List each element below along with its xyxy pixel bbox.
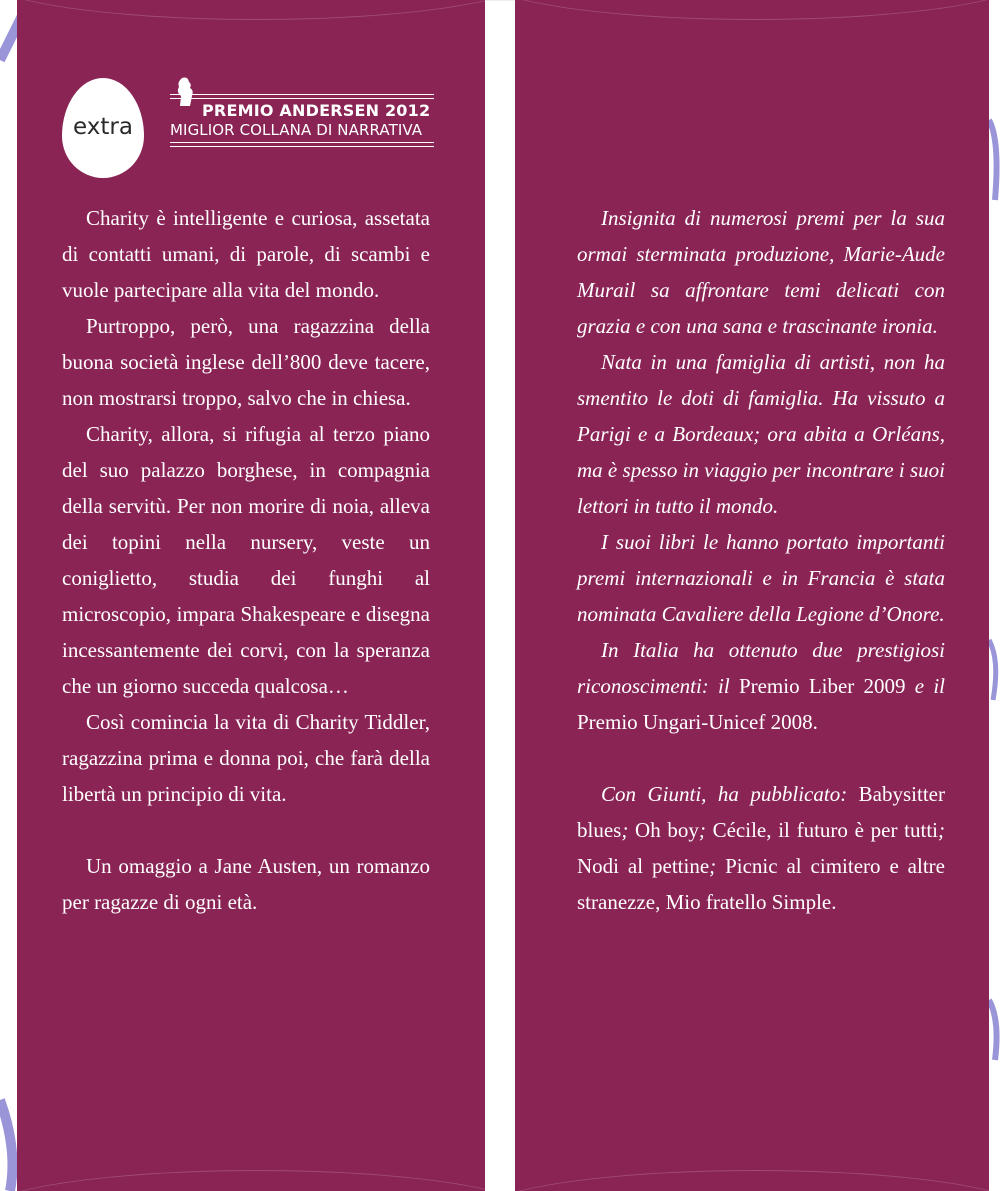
fold-line-top [17, 0, 485, 20]
fold-line-bottom [17, 1170, 485, 1191]
center-gutter [485, 0, 515, 1191]
separator: ; [938, 818, 945, 842]
awards-paragraph [577, 632, 945, 740]
award-rule-bottom [170, 142, 434, 147]
awards-intro: In Italia ha ottenuto due prestigiosi riconoscimenti: il [577, 638, 945, 698]
award-ungari: Premio Ungari-Unicef 2008. [577, 710, 818, 734]
author-bio-paragraph: Insignita di numerosi premi per la sua ormai sterminata produzione, Marie-Aude Murail sa affrontare temi delicati con grazia e con una sana e trascinante ironia. [577, 206, 945, 338]
fold-line-top [515, 0, 989, 20]
right-flap [515, 0, 989, 1191]
award-subtitle: MIGLIOR COLLANA DI NARRATIVA [170, 121, 423, 139]
paragraph: Un omaggio a Jane Austen, un romanzo per ragazze di ogni età. [62, 854, 430, 914]
separator: ; [709, 854, 726, 878]
book-title: Babysitter blues [577, 782, 945, 842]
book-title: Cécile, il futuro è per tutti [712, 818, 938, 842]
right-edge-decoration [989, 0, 1000, 1191]
award-statue-icon [170, 76, 200, 108]
awards-conjunction: e il [905, 674, 945, 698]
paragraph: Charity, allora, si rifugia al terzo piano del suo palazzo borghese, in compagnia della servitù. Per non morire di noia, alleva dei topini nella nursery, veste un coniglietto, studia dei funghi al microscopio, impara Shakespeare e disegna incessantemente dei corvi, con la speranza che un giorno succeda qualcosa… [62, 422, 430, 698]
award-liber: Premio Liber 2009 [738, 674, 906, 698]
author-bio-paragraph: I suoi libri le hanno portato importanti premi internazionali e in Francia è stata nominata Cavaliere della Legione d’Onore. [577, 530, 945, 626]
left-flap [17, 0, 485, 1191]
award-rule-top [170, 94, 434, 99]
extra-logo-text: extra [73, 114, 133, 140]
bibliography-paragraph [577, 776, 945, 920]
separator: ; [621, 818, 636, 842]
separator: ; [698, 818, 713, 842]
right-flap-text [577, 200, 945, 920]
book-title: Oh boy [635, 818, 699, 842]
left-flap-text [62, 200, 430, 920]
book-title: Picnic al cimitero e altre stranezze, Mio fratello Simple. [577, 854, 945, 914]
extra-logo [62, 78, 144, 178]
award-title: PREMIO ANDERSEN 2012 [202, 101, 431, 120]
book-title: Nodi al pettine [577, 854, 710, 878]
fold-line-bottom [515, 1170, 989, 1191]
logo-row [62, 78, 482, 178]
paragraph: Purtroppo, però, una ragazzina della buona società inglese dell’800 deve tacere, non mostrarsi troppo, salvo che in chiesa. [62, 314, 430, 410]
right-edge-background [989, 0, 1000, 1191]
bibliography-intro: Con Giunti, ha pubblicato: [601, 782, 859, 806]
paragraph: Charity è intelligente e curiosa, assetata di contatti umani, di parole, di scambi e vuole partecipare alla vita del mondo. [62, 206, 430, 302]
author-bio-paragraph: Nata in una famiglia di artisti, non ha smentito le doti di famiglia. Ha vissuto a Parigi e a Bordeaux; ora abita a Orléans, ma è spesso in viaggio per incontrare i suoi lettori in tutto il mondo. [577, 350, 945, 518]
paragraph: Così comincia la vita di Charity Tiddler, ragazzina prima e donna poi, che farà della libertà un principio di vita. [62, 710, 430, 806]
